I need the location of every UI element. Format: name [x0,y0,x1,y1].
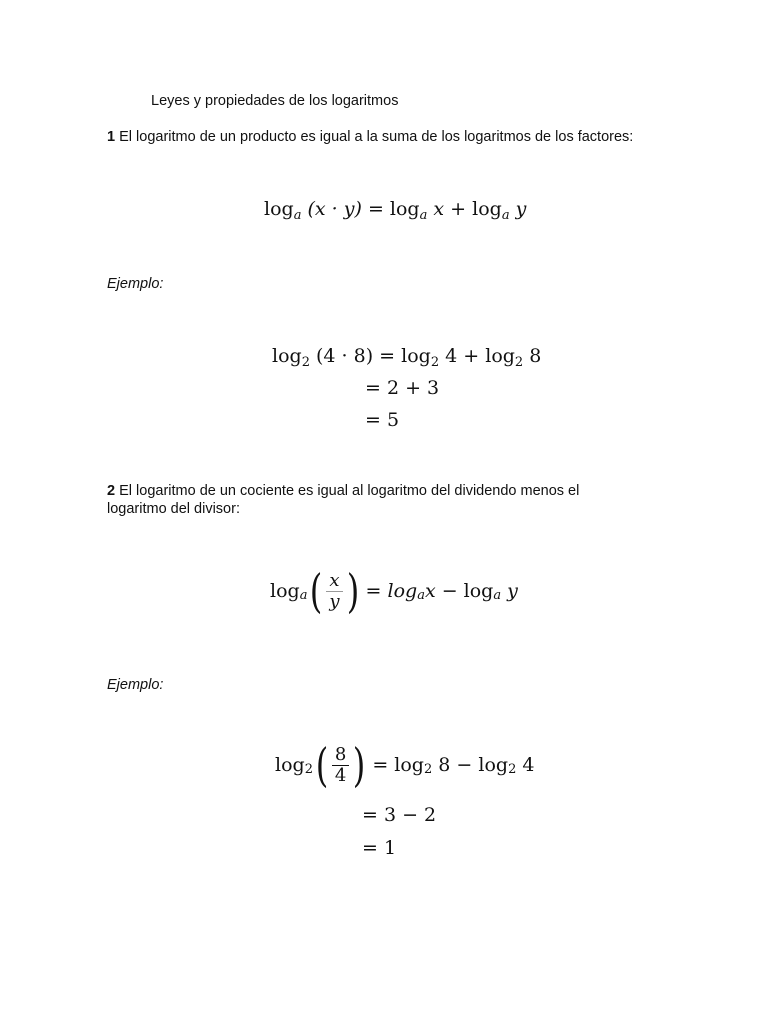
example-1-line-1 [272,344,541,368]
equals-sign: = [365,580,382,602]
numerator: 8 [334,743,347,765]
log-base: 2 [514,355,524,370]
italic-log: log [387,580,418,602]
law-1-number: 1 [107,129,116,145]
fraction [332,745,349,786]
law-2-formula: log a ( $\frac{x}{y}$ ) = log a x − log a y [270,564,518,618]
minus-log: − log [435,580,494,602]
log-argument: x [427,198,445,220]
law-1-formula [264,197,526,221]
log-function: log [472,198,502,220]
left-paren: ( [315,738,329,792]
law-1-statement [107,128,633,146]
log-function: log [389,198,420,220]
left-paren: ( [310,564,323,618]
plus-sign: + [444,198,473,220]
example-2-line-1: log 2 ( $\frac{8}{4}$ ) = log 2 8 − log 2 4 [275,738,535,792]
equals-sign: = [361,198,390,220]
denominator: y [329,590,340,612]
fraction [326,571,342,612]
law-2-statement-line-2: logaritmo del divisor: [107,501,240,517]
numerator: x [329,569,340,591]
equation-rhs: = log [373,345,431,367]
law-2-number: 2 [107,483,116,499]
example-1-line-3: = 5 [365,409,400,431]
equation-rhs: 4 [516,754,535,776]
equation-rhs: 8 − log [432,754,509,776]
right-paren: ) [353,738,366,792]
equation-rhs: 8 [523,345,542,367]
example-2-line-3: = 1 [362,837,397,859]
log-base: 2 [430,355,440,370]
equation-rhs: = log [372,754,424,776]
log-base: 2 [301,355,310,370]
law-2-statement-line-1 [107,482,579,500]
log-argument: y [509,198,527,220]
log-argument: x [424,580,436,602]
log-argument: y [501,580,518,602]
example-2-line-2: = 3 − 2 [362,804,437,826]
log-function: log [275,754,305,776]
law-2-text: El logaritmo de un cociente es igual al logaritmo del dividendo menos el [115,483,580,499]
denominator: 4 [334,764,347,786]
right-paren: ) [346,564,359,618]
log-argument: (x · y) [307,198,362,220]
log-base: a [501,208,510,223]
log-argument: (4 · 8) [316,345,374,367]
log-base: a [419,208,428,223]
log-function: log [272,345,302,367]
log-function: log [264,198,294,220]
page-title: Leyes y propiedades de los logaritmos [151,93,399,109]
example-label-1: Ejemplo: [107,276,164,292]
law-1-text: El logaritmo de un producto es igual a la suma de los logaritmos de los factores: [115,129,634,145]
log-base: a [293,208,302,223]
example-label-2: Ejemplo: [107,677,164,693]
log-function: log [270,580,300,602]
equation-rhs: 4 + log [439,345,515,367]
example-1-line-2: = 2 + 3 [365,377,440,399]
